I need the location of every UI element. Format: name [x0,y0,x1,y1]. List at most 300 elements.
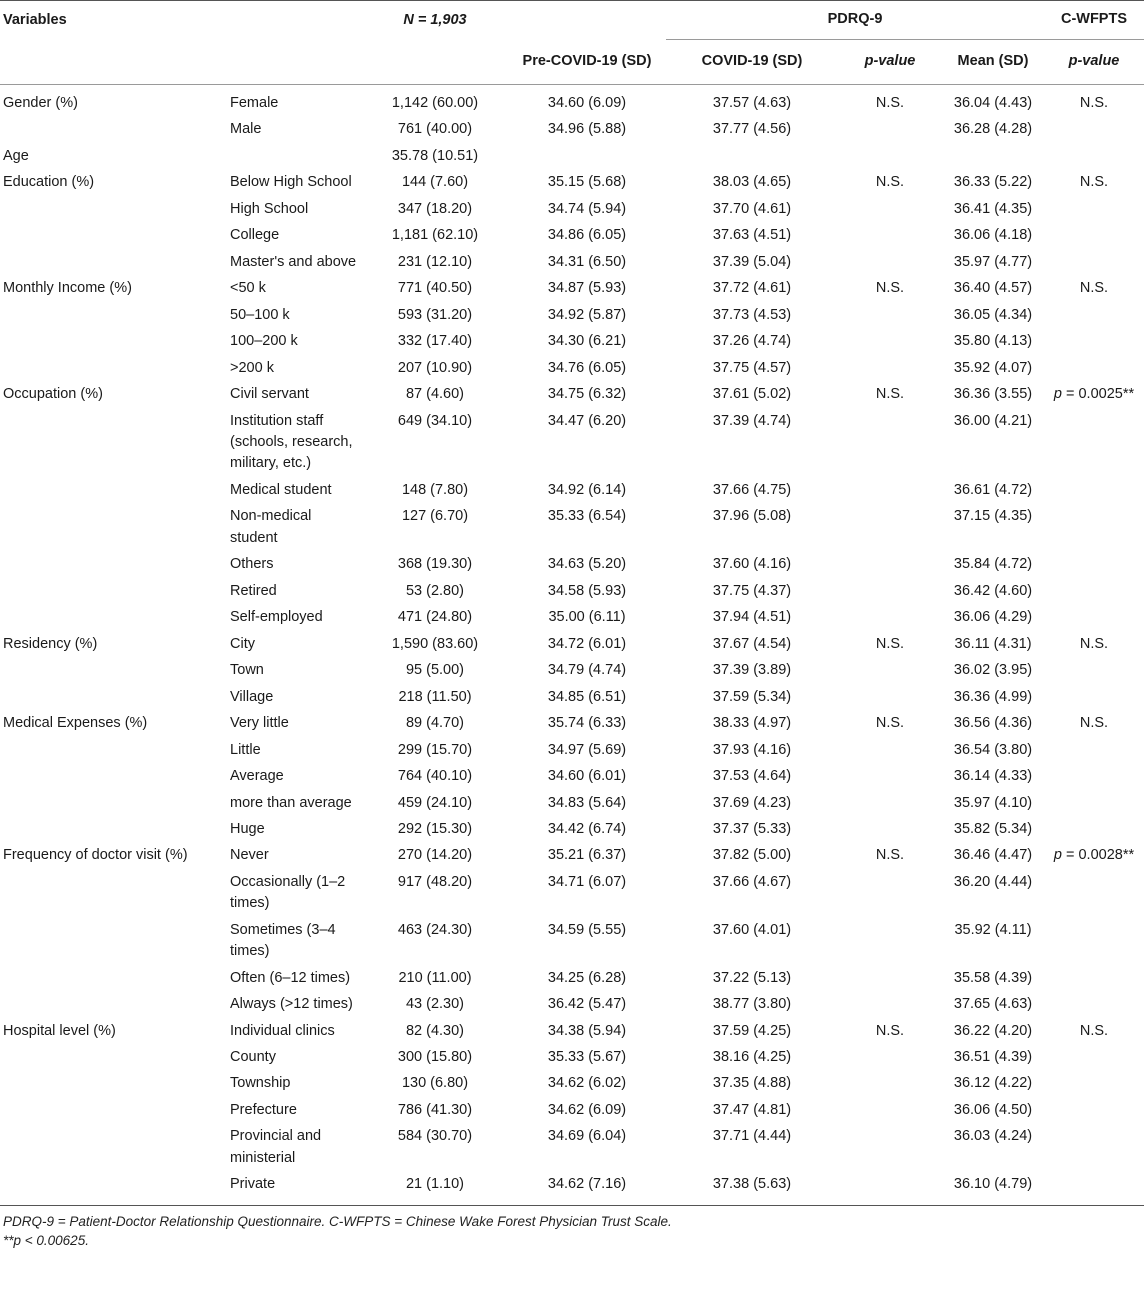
cell-variable: Frequency of doctor visit (%) [3,847,188,864]
cell-category: Private [228,1172,362,1205]
cell-covid: 38.03 (4.65) [712,174,792,191]
cell-n: 144 (7.60) [401,174,469,191]
cell-mean-sd: 36.61 (4.72) [953,481,1033,498]
cell-p-value-cwfpts [1044,578,1144,604]
cell-category: Individual clinics [230,1022,335,1039]
cell-category: Huge [230,821,265,837]
header-row-columns [0,40,1144,85]
cell-mean-sd: 36.28 (4.28) [953,121,1033,138]
table-row [0,408,1144,477]
cell-p-value-cwfpts [1044,965,1144,991]
cell-p-value-pdrq: N.S. [875,1022,905,1039]
cell-category: Occasionally (1–2 times) [230,873,346,912]
cell-pre-covid: 34.92 (5.87) [547,306,627,323]
cell-p-value-pdrq: N.S. [875,715,905,732]
cell-variable: Hospital level (%) [3,1022,116,1039]
cell-pre-covid: 34.96 (5.88) [547,121,627,138]
cell-pre-covid: 34.63 (5.20) [547,556,627,573]
cell-mean-sd: 36.10 (4.79) [942,1172,1044,1205]
cell-pre-covid: 34.71 (6.07) [547,873,627,890]
cell-category: Provincial and ministerial [230,1128,322,1166]
cell-category: Others [230,556,274,573]
cell-covid: 37.59 (4.25) [712,1022,792,1039]
cell-mean-sd: 36.56 (4.36) [953,715,1033,732]
cell-category: Very little [230,715,289,732]
cell-p-value-cwfpts [1044,816,1144,842]
cell-p-value-cwfpts [1044,684,1144,710]
cell-variable [0,684,228,710]
table-row [0,631,1144,657]
cell-n: 210 (11.00) [398,969,472,986]
cell-variable [0,329,228,355]
cell-pre-covid: 34.86 (6.05) [547,227,627,244]
cell-n: 82 (4.30) [405,1022,465,1039]
cell-p-value-cwfpts [1044,763,1144,789]
cell-category [228,143,362,169]
cell-p-value-cwfpts: N.S. [1079,174,1109,191]
cell-pre-covid: 34.62 (7.16) [508,1172,666,1205]
cell-n: 207 (10.90) [397,359,473,376]
cell-variable [0,117,228,143]
header-p-value-cwfpts-text: p-value [1068,53,1120,70]
cell-n: 299 (15.70) [397,741,473,758]
cell-category: >200 k [230,359,274,376]
cell-variable [0,578,228,604]
cell-n: 471 (24.80) [397,609,473,626]
cell-mean-sd: 35.82 (5.34) [953,821,1033,837]
cell-p-value-cwfpts [1044,143,1144,169]
table-row [0,355,1144,381]
cell-p-value-pdrq [838,965,942,991]
cell-p-value-pdrq [838,1124,942,1172]
header-pre-covid: Pre-COVID-19 (SD) [508,40,666,85]
cell-p-value-pdrq [838,249,942,275]
table-row [0,737,1144,763]
cell-category: Female [230,95,279,111]
cell-n: 584 (30.70) [397,1128,473,1145]
cell-n: 459 (24.10) [397,794,473,811]
cell-p-value-pdrq [838,1044,942,1070]
cell-mean-sd: 36.11 (4.31) [954,635,1032,652]
cell-variable [0,869,228,917]
cell-pre-covid: 34.42 (6.74) [547,821,627,837]
table-row [0,578,1144,604]
cell-p-value-cwfpts [1044,869,1144,917]
cell-variable: Monthly Income (%) [3,280,132,297]
cell-covid: 37.63 (4.51) [712,227,792,244]
cell-p-value-cwfpts [1044,605,1144,631]
table-row [0,1044,1144,1070]
cell-pre-covid: 35.21 (6.37) [547,847,627,864]
cell-pre-covid: 34.72 (6.01) [547,635,627,652]
cell-p-value-cwfpts [1044,658,1144,684]
cell-p-value-cwfpts [1044,249,1144,275]
cell-pre-covid: 34.58 (5.93) [547,582,627,599]
cell-p-value-pdrq [838,816,942,842]
cell-p-value-pdrq: N.S. [875,174,905,191]
cell-variable [0,737,228,763]
cell-n: 593 (31.20) [397,306,473,323]
cell-covid: 37.22 (5.13) [712,969,792,986]
cell-mean-sd [942,143,1044,169]
table-row [0,329,1144,355]
cell-category: Never [230,847,269,864]
table-row [0,684,1144,710]
cell-n: 95 (5.00) [405,662,465,679]
cell-p-value-cwfpts [1044,223,1144,249]
cell-mean-sd: 36.06 (4.50) [953,1101,1033,1118]
cell-pre-covid: 34.59 (5.55) [547,921,627,938]
cell-p-value-pdrq [838,1097,942,1123]
cell-pre-covid: 34.60 (6.09) [547,95,627,111]
p-symbol: p [1053,847,1062,864]
cell-pre-covid: 34.74 (5.94) [547,200,627,217]
cell-p-value-pdrq [838,477,942,503]
cell-n: 1,142 (60.00) [391,95,479,111]
header-p-value-pdrq-text: p-value [864,53,916,70]
table-row [0,223,1144,249]
cell-covid: 37.47 (4.81) [712,1101,792,1118]
cell-covid: 37.93 (4.16) [712,741,792,758]
table-row [0,816,1144,842]
cell-variable [0,991,228,1017]
cell-variable [0,196,228,222]
cell-p-value-cwfpts [1044,1124,1144,1172]
cell-pre-covid: 35.33 (6.54) [547,508,627,525]
table-row [0,249,1144,275]
cell-p-value-pdrq [838,504,942,552]
header-n-text: N = 1,903 [403,11,467,28]
table-row [0,302,1144,328]
cell-p-value-cwfpts [1044,329,1144,355]
cell-covid [666,143,838,169]
cell-p-value-cwfpts: N.S. [1079,95,1109,111]
cell-n: 764 (40.10) [397,768,473,785]
cell-category: Prefecture [230,1101,297,1118]
cell-n: 917 (48.20) [397,873,473,890]
cell-p-value-pdrq [838,578,942,604]
cell-mean-sd: 36.04 (4.43) [953,95,1033,111]
table-row [0,658,1144,684]
cell-variable [0,1124,228,1172]
cell-category: College [230,227,280,244]
cell-pre-covid: 34.79 (4.74) [547,662,627,679]
cell-variable [0,302,228,328]
cell-n: 35.78 (10.51) [391,147,479,164]
cell-pre-covid: 34.83 (5.64) [547,794,627,811]
cell-n: 127 (6.70) [401,508,469,525]
cell-p-value-cwfpts [1044,1071,1144,1097]
table-row [0,477,1144,503]
cell-mean-sd: 36.06 (4.18) [953,227,1033,244]
cell-covid: 37.70 (4.61) [712,200,792,217]
cell-mean-sd: 35.97 (4.77) [953,253,1033,270]
cell-mean-sd: 36.51 (4.39) [953,1048,1033,1065]
cell-mean-sd: 36.22 (4.20) [953,1022,1033,1039]
cell-variable [0,1172,228,1205]
cell-covid: 37.96 (5.08) [712,508,792,525]
cell-n: 786 (41.30) [397,1101,473,1118]
cell-p-value-cwfpts [1044,991,1144,1017]
cell-p-value-cwfpts [1044,552,1144,578]
header-gap [508,1,666,40]
cell-category: City [230,635,255,652]
cell-n: 368 (19.30) [397,556,473,573]
cell-p-value-cwfpts [1044,1044,1144,1070]
cell-variable [0,504,228,552]
cell-n: 89 (4.70) [405,715,465,732]
cell-mean-sd: 36.33 (5.22) [953,174,1033,191]
table-row [0,869,1144,917]
header-mean-sd: Mean (SD) [942,40,1044,85]
cell-p-value-pdrq [838,143,942,169]
cell-variable [0,790,228,816]
cell-variable [0,1044,228,1070]
cell-p-value-cwfpts [1044,1097,1144,1123]
cell-category: 50–100 k [230,306,290,323]
cell-covid: 37.75 (4.57) [712,359,792,376]
cell-mean-sd: 35.97 (4.10) [953,794,1033,811]
cell-pre-covid: 34.69 (6.04) [547,1128,627,1145]
cell-mean-sd: 35.58 (4.39) [953,969,1033,986]
cell-variable [0,917,228,965]
cell-variable: Residency (%) [3,635,98,652]
cell-pre-covid: 34.92 (6.14) [547,481,627,498]
cell-category: Average [230,768,284,785]
cell-covid: 37.39 (4.74) [712,412,792,429]
cell-covid: 37.59 (5.34) [712,688,792,705]
cell-pre-covid: 34.62 (6.09) [547,1101,627,1118]
cell-p-value-pdrq [838,408,942,477]
cell-n: 1,181 (62.10) [391,227,479,244]
cell-n: 270 (14.20) [397,847,473,864]
cell-pre-covid: 34.85 (6.51) [547,688,627,705]
cell-covid: 37.60 (4.16) [712,556,792,573]
table-row [0,276,1144,302]
cell-p-value-cwfpts [1044,917,1144,965]
cell-pre-covid: 34.47 (6.20) [547,412,627,429]
table-row [0,917,1144,965]
cell-p-value-pdrq [838,869,942,917]
cell-category: more than average [230,794,352,811]
cell-p-value-cwfpts [1044,117,1144,143]
cell-category: Master's and above [230,253,357,270]
header-group-cwfpts: C-WFPTS [1044,1,1144,40]
cell-variable [0,816,228,842]
cell-covid: 37.26 (4.74) [712,333,792,350]
cell-mean-sd: 36.36 (4.99) [953,688,1033,705]
cell-p-value-pdrq: N.S. [875,95,905,111]
cell-mean-sd: 36.06 (4.29) [953,609,1033,626]
cell-n: 292 (15.30) [397,821,473,837]
cell-n: 130 (6.80) [401,1075,469,1092]
cell-covid: 37.61 (5.02) [712,386,792,403]
cell-n: 1,590 (83.60) [391,635,479,652]
table-row [0,710,1144,736]
cell-covid: 37.67 (4.54) [712,635,792,652]
cell-category: 100–200 k [230,333,298,350]
cell-covid: 38.16 (4.25) [712,1048,792,1065]
cell-category: Sometimes (3–4 times) [230,921,336,960]
cell-p-value-pdrq: N.S. [875,635,905,652]
table-row [0,170,1144,196]
cell-mean-sd: 37.15 (4.35) [953,508,1033,525]
cell-category: Township [230,1075,291,1092]
cell-n: 148 (7.80) [401,481,469,498]
cell-variable [0,408,228,477]
cell-pre-covid: 34.62 (6.02) [547,1075,627,1092]
header-covid: COVID-19 (SD) [666,40,838,85]
header-blank-3 [228,40,362,85]
header-group-pdrq: PDRQ-9 [666,1,1044,40]
cell-mean-sd: 35.80 (4.13) [953,333,1033,350]
table-row [0,991,1144,1017]
cell-pre-covid: 34.38 (5.94) [547,1022,627,1039]
cell-pre-covid: 34.60 (6.01) [547,768,627,785]
cell-mean-sd: 35.92 (4.11) [954,921,1032,938]
cell-p-value-pdrq [838,1172,942,1205]
cell-p-value-pdrq [838,737,942,763]
cell-p-value-cwfpts: p = 0.0028** [1053,847,1135,864]
cell-category: Self-employed [230,609,323,626]
cell-mean-sd: 35.92 (4.07) [953,359,1033,376]
header-variables: Variables [0,1,228,40]
cell-variable [0,552,228,578]
cell-category: Often (6–12 times) [230,969,351,986]
cell-category: Male [230,121,262,138]
table-row [0,763,1144,789]
footnote-abbreviations: PDRQ-9 = Patient-Doctor Relationship Questionnaire. C-WFPTS = Chinese Wake Forest Physician Trust Scale. [3,1213,672,1229]
cell-mean-sd: 36.02 (3.95) [953,662,1033,679]
cell-variable: Gender (%) [3,95,78,111]
cell-covid: 38.77 (3.80) [712,996,792,1013]
cell-p-value-cwfpts: N.S. [1079,715,1109,732]
cell-mean-sd: 36.05 (4.34) [953,306,1033,323]
table-row [0,605,1144,631]
cell-category: Non-medical student [230,508,312,546]
cell-p-value-pdrq [838,196,942,222]
cell-p-value-pdrq [838,355,942,381]
cell-p-value-pdrq [838,302,942,328]
cell-p-value-pdrq [838,605,942,631]
cell-mean-sd: 36.41 (4.35) [953,200,1033,217]
cell-pre-covid: 34.31 (6.50) [547,253,627,270]
cell-covid: 37.39 (3.89) [712,662,792,679]
cell-p-value-pdrq [838,917,942,965]
cell-covid: 37.53 (4.64) [712,768,792,785]
cell-variable [0,249,228,275]
table-row [0,1124,1144,1172]
cell-p-value-pdrq [838,552,942,578]
cell-mean-sd: 36.46 (4.47) [953,847,1033,864]
cell-mean-sd: 36.20 (4.44) [953,873,1033,890]
cell-covid: 37.66 (4.67) [712,873,792,890]
cell-p-value-cwfpts [1044,477,1144,503]
cell-p-value-pdrq [838,658,942,684]
cell-covid: 37.60 (4.01) [712,921,792,938]
cell-pre-covid: 35.15 (5.68) [547,174,627,191]
cell-category: Little [230,741,261,758]
cell-pre-covid: 34.97 (5.69) [547,741,627,758]
cell-category: Below High School [230,174,352,191]
cell-p-value-pdrq [838,329,942,355]
cell-variable: Age [3,147,29,164]
table-row [0,1097,1144,1123]
cell-p-value-pdrq: N.S. [875,386,905,403]
table-row [0,1172,1144,1205]
cell-variable: Education (%) [3,174,95,191]
cell-covid: 37.57 (4.63) [712,95,792,111]
header-p-value-pdrq [838,40,942,85]
cell-category: Village [230,688,274,705]
cell-n: 53 (2.80) [405,582,465,599]
header-blank-4 [362,40,508,85]
cell-covid: 37.77 (4.56) [712,121,792,138]
cell-p-value-cwfpts: N.S. [1079,1022,1109,1039]
cell-n: 43 (2.30) [405,996,465,1013]
cell-mean-sd: 36.54 (3.80) [953,741,1033,758]
cell-p-value-cwfpts [1044,790,1144,816]
cell-covid: 37.66 (4.75) [712,481,792,498]
cell-pre-covid: 34.30 (6.21) [547,333,627,350]
cell-p-value-cwfpts [1044,302,1144,328]
cell-covid: 37.72 (4.61) [712,280,792,297]
cell-pre-covid: 35.00 (6.11) [548,609,626,626]
cell-variable: Occupation (%) [3,386,103,403]
cell-category: Always (>12 times) [230,996,353,1013]
cell-mean-sd: 36.14 (4.33) [953,768,1033,785]
header-row-groups [0,1,1144,40]
cell-n: 300 (15.80) [397,1048,473,1065]
cell-p-value-cwfpts [1044,196,1144,222]
cell-n: 463 (24.30) [397,921,473,938]
cell-n: 21 (1.10) [362,1172,508,1205]
header-blank [228,1,362,40]
cell-p-value-cwfpts [1044,408,1144,477]
cell-n: 218 (11.50) [398,688,472,705]
cell-category: Civil servant [230,386,309,403]
cell-pre-covid: 34.76 (6.05) [547,359,627,376]
header-n-total [362,1,508,40]
cell-p-value-pdrq [838,1071,942,1097]
cell-variable [0,1071,228,1097]
cell-p-value-pdrq [838,790,942,816]
table-row [0,143,1144,169]
header-p-value-cwfpts [1044,40,1144,85]
table-row [0,85,1144,117]
cell-n: 231 (12.10) [397,253,473,270]
cell-covid: 37.38 (5.63) [666,1172,838,1205]
cell-variable [0,477,228,503]
cell-n: 347 (18.20) [397,200,473,217]
cell-category: Institution staff (schools, research, military, etc.) [230,412,353,472]
cell-mean-sd: 36.36 (3.55) [953,386,1033,403]
cell-variable [0,605,228,631]
cell-covid: 37.37 (5.33) [712,821,792,837]
cell-n: 771 (40.50) [397,280,473,297]
cell-variable [0,658,228,684]
cell-mean-sd: 35.84 (4.72) [953,556,1033,573]
cell-p-value-pdrq [838,763,942,789]
cell-mean-sd: 36.40 (4.57) [953,280,1033,297]
cell-p-value-pdrq [838,223,942,249]
cell-covid: 37.71 (4.44) [712,1128,792,1145]
cell-pre-covid: 35.33 (5.67) [547,1048,627,1065]
cell-pre-covid: 36.42 (5.47) [547,996,627,1013]
cell-variable [0,763,228,789]
cell-mean-sd: 36.12 (4.22) [953,1075,1033,1092]
cell-p-value-pdrq: N.S. [875,847,905,864]
